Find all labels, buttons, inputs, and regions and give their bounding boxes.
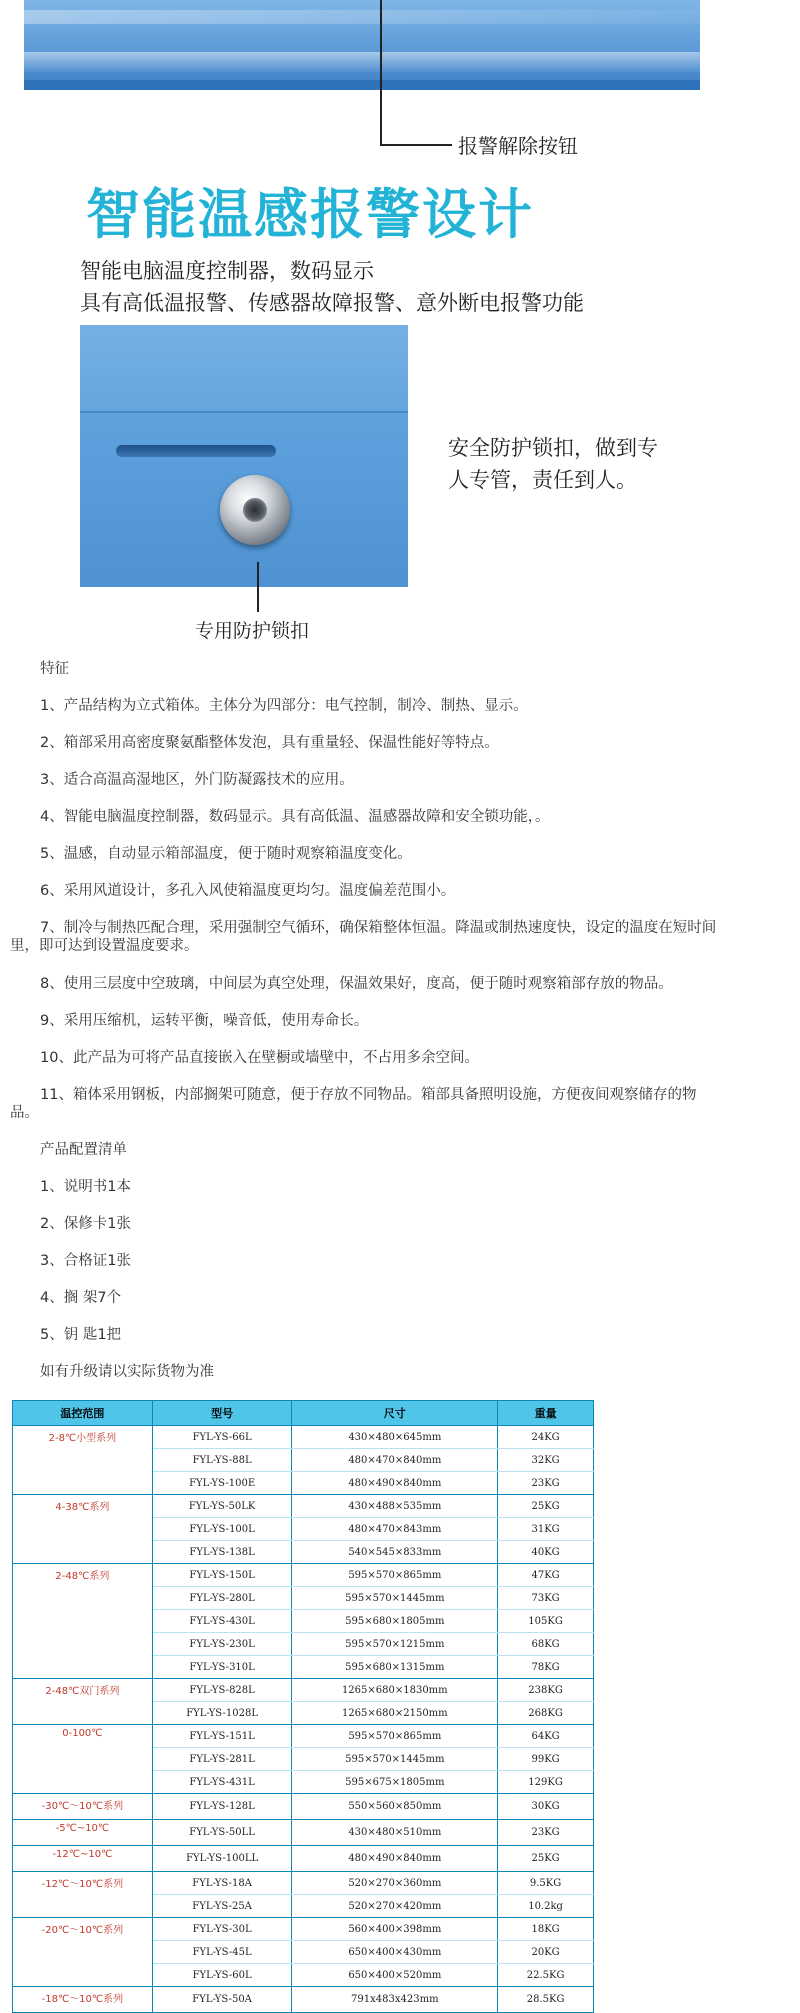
model-cell: FYL-YS-128L: [152, 1794, 292, 1820]
subtext-line-2: 具有高低温报警、传感器故障报警、意外断电报警功能: [80, 291, 584, 315]
weight-cell: 20KG: [498, 1941, 594, 1964]
header-model: 型号: [152, 1401, 292, 1426]
table-row: [13, 1794, 594, 1820]
feature-item: 品。: [10, 1105, 39, 1121]
size-cell: 791x483x423mm: [292, 1987, 498, 2013]
alarm-button-callout: 报警解除按钮: [458, 134, 578, 158]
model-cell: FYL-YS-60L: [152, 1964, 292, 1987]
weight-cell: 268KG: [498, 1702, 594, 1725]
model-cell: FYL-YS-25A: [152, 1895, 292, 1918]
feature-item: 6、采用风道设计，多孔入风使箱温度更均匀。温度偏差范围小。: [40, 883, 456, 899]
size-cell: 650×400×520mm: [292, 1964, 498, 1987]
range-cell: 2-48℃双门系列: [13, 1679, 153, 1725]
subtext-line-1: 智能电脑温度控制器，数码显示: [80, 259, 374, 283]
model-cell: FYL-YS-431L: [152, 1771, 292, 1794]
table-row: [13, 1987, 594, 2013]
feature-item: 11、箱体采用钢板，内部搁架可随意，便于存放不同物品。箱部具备照明设施，方便夜间观察储存的物: [40, 1087, 697, 1103]
size-cell: 595×675×1805mm: [292, 1771, 498, 1794]
size-cell: 595×570×865mm: [292, 1564, 498, 1587]
weight-cell: 105KG: [498, 1610, 594, 1633]
feature-item: 里，即可达到设置温度要求。: [10, 938, 199, 954]
range-cell: -20℃～10℃系列: [13, 1918, 153, 1987]
size-cell: 595×680×1315mm: [292, 1656, 498, 1679]
range-cell: -18℃～10℃系列: [13, 1987, 153, 2013]
feature-item: 1、产品结构为立式箱体。主体分为四部分：电气控制，制冷、制热、显示。: [40, 698, 528, 714]
top-product-photo: [24, 0, 700, 90]
table-row: [13, 1918, 594, 1941]
weight-cell: 25KG: [498, 1846, 594, 1872]
feature-item: 4、智能电脑温度控制器，数码显示。具有高低温、温感器故障和安全锁功能，。: [40, 809, 550, 825]
range-cell: -30℃～10℃系列: [13, 1794, 153, 1820]
lock-callout: 专用防护锁扣: [195, 620, 310, 642]
model-cell: FYL-YS-50A: [152, 1987, 292, 2013]
config-title: 产品配置清单: [40, 1142, 127, 1158]
weight-cell: 22.5KG: [498, 1964, 594, 1987]
config-item: 2、保修卡1张: [40, 1216, 131, 1232]
size-cell: 480×470×840mm: [292, 1449, 498, 1472]
size-cell: 550×560×850mm: [292, 1794, 498, 1820]
size-cell: 540×545×833mm: [292, 1541, 498, 1564]
model-cell: FYL-YS-30L: [152, 1918, 292, 1941]
header-range: 温控范围: [13, 1401, 153, 1426]
weight-cell: 32KG: [498, 1449, 594, 1472]
model-cell: FYL-YS-50LK: [152, 1495, 292, 1518]
model-cell: FYL-YS-50LL: [152, 1820, 292, 1846]
model-cell: FYL-YS-151L: [152, 1725, 292, 1748]
model-cell: FYL-YS-230L: [152, 1633, 292, 1656]
table-row: [13, 1426, 594, 1449]
weight-cell: 129KG: [498, 1771, 594, 1794]
feature-item: 9、采用压缩机，运转平衡，噪音低，使用寿命长。: [40, 1013, 369, 1029]
model-cell: FYL-YS-100E: [152, 1472, 292, 1495]
lock-photo: [80, 325, 408, 587]
config-item: 1、说明书1本: [40, 1179, 131, 1195]
size-cell: 1265×680×2150mm: [292, 1702, 498, 1725]
size-cell: 430×488×535mm: [292, 1495, 498, 1518]
features-title: 特征: [40, 661, 69, 677]
size-cell: 480×470×843mm: [292, 1518, 498, 1541]
table-body: [13, 1426, 594, 2013]
size-cell: 520×270×360mm: [292, 1872, 498, 1895]
weight-cell: 68KG: [498, 1633, 594, 1656]
weight-cell: 23KG: [498, 1820, 594, 1846]
table-row: [13, 1564, 594, 1587]
size-cell: 430×480×510mm: [292, 1820, 498, 1846]
feature-item: 2、箱部采用高密度聚氨酯整体发泡，具有重量轻、保温性能好等特点。: [40, 735, 499, 751]
header-size: 尺寸: [292, 1401, 498, 1426]
feature-item: 3、适合高温高湿地区，外门防凝露技术的应用。: [40, 772, 354, 788]
model-cell: FYL-YS-430L: [152, 1610, 292, 1633]
config-item: 3、合格证1张: [40, 1253, 131, 1269]
size-cell: 595×570×1445mm: [292, 1587, 498, 1610]
table-row: [13, 1846, 594, 1872]
model-cell: FYL-YS-310L: [152, 1656, 292, 1679]
header-weight: 重量: [498, 1401, 594, 1426]
size-cell: 595×570×1445mm: [292, 1748, 498, 1771]
weight-cell: 31KG: [498, 1518, 594, 1541]
feature-item: 8、使用三层度中空玻璃，中间层为真空处理，保温效果好，度高，便于随时观察箱部存放的物品。: [40, 976, 673, 992]
model-cell: FYL-YS-281L: [152, 1748, 292, 1771]
weight-cell: 9.5KG: [498, 1872, 594, 1895]
model-cell: FYL-YS-828L: [152, 1679, 292, 1702]
feature-item: 5、温感，自动显示箱部温度，便于随时观察箱温度变化。: [40, 846, 412, 862]
model-cell: FYL-YS-88L: [152, 1449, 292, 1472]
size-cell: 595×680×1805mm: [292, 1610, 498, 1633]
feature-item: 7、制冷与制热匹配合理，采用强制空气循环，确保箱整体恒温。降温或制热速度快，设定的温度在短时间: [40, 920, 717, 936]
range-cell: 2-48℃系列: [13, 1564, 153, 1679]
range-cell: 0-100℃: [13, 1725, 153, 1794]
callout-line-vertical: [380, 0, 382, 146]
callout-line-horizontal: [380, 144, 452, 146]
weight-cell: 99KG: [498, 1748, 594, 1771]
table-row: [13, 1725, 594, 1748]
size-cell: 560×400×398mm: [292, 1918, 498, 1941]
model-cell: FYL-YS-45L: [152, 1941, 292, 1964]
table-row: [13, 1495, 594, 1518]
size-cell: 650×400×430mm: [292, 1941, 498, 1964]
table-header-row: [13, 1401, 594, 1426]
lock-description-2: 人专管，责任到人。: [448, 468, 637, 492]
weight-cell: 73KG: [498, 1587, 594, 1610]
model-cell: FYL-YS-138L: [152, 1541, 292, 1564]
lock-callout-line: [257, 562, 259, 612]
config-note: 如有升级请以实际货物为准: [40, 1364, 214, 1380]
size-cell: 1265×680×1830mm: [292, 1679, 498, 1702]
model-cell: FYL-YS-100LL: [152, 1846, 292, 1872]
range-cell: 2-8℃小型系列: [13, 1426, 153, 1495]
size-cell: 430×480×645mm: [292, 1426, 498, 1449]
weight-cell: 64KG: [498, 1725, 594, 1748]
weight-cell: 25KG: [498, 1495, 594, 1518]
table-row: [13, 1679, 594, 1702]
weight-cell: 30KG: [498, 1794, 594, 1820]
weight-cell: 23KG: [498, 1472, 594, 1495]
weight-cell: 238KG: [498, 1679, 594, 1702]
size-cell: 480×490×840mm: [292, 1846, 498, 1872]
range-cell: -5℃~10℃: [13, 1820, 153, 1846]
model-cell: FYL-YS-100L: [152, 1518, 292, 1541]
weight-cell: 10.2kg: [498, 1895, 594, 1918]
feature-item: 10、此产品为可将产品直接嵌入在壁橱或墙壁中，不占用多余空间。: [40, 1050, 479, 1066]
table-row: [13, 1820, 594, 1846]
table-row: [13, 1872, 594, 1895]
model-cell: FYL-YS-280L: [152, 1587, 292, 1610]
size-cell: 520×270×420mm: [292, 1895, 498, 1918]
range-cell: -12℃～10℃系列: [13, 1872, 153, 1918]
weight-cell: 40KG: [498, 1541, 594, 1564]
size-cell: 595×570×865mm: [292, 1725, 498, 1748]
model-cell: FYL-YS-1028L: [152, 1702, 292, 1725]
size-cell: 595×570×1215mm: [292, 1633, 498, 1656]
weight-cell: 78KG: [498, 1656, 594, 1679]
lock-description-1: 安全防护锁扣，做到专: [448, 436, 658, 460]
config-item: 4、搁 架7个: [40, 1290, 122, 1306]
model-cell: FYL-YS-18A: [152, 1872, 292, 1895]
spec-table: [12, 1400, 594, 2013]
config-item: 5、钥 匙1把: [40, 1327, 122, 1343]
weight-cell: 18KG: [498, 1918, 594, 1941]
model-cell: FYL-YS-66L: [152, 1426, 292, 1449]
range-cell: -12℃~10℃: [13, 1846, 153, 1872]
weight-cell: 47KG: [498, 1564, 594, 1587]
weight-cell: 28.5KG: [498, 1987, 594, 2013]
weight-cell: 24KG: [498, 1426, 594, 1449]
model-cell: FYL-YS-150L: [152, 1564, 292, 1587]
headline: 智能温感报警设计: [86, 183, 534, 246]
size-cell: 480×490×840mm: [292, 1472, 498, 1495]
range-cell: 4-38℃系列: [13, 1495, 153, 1564]
